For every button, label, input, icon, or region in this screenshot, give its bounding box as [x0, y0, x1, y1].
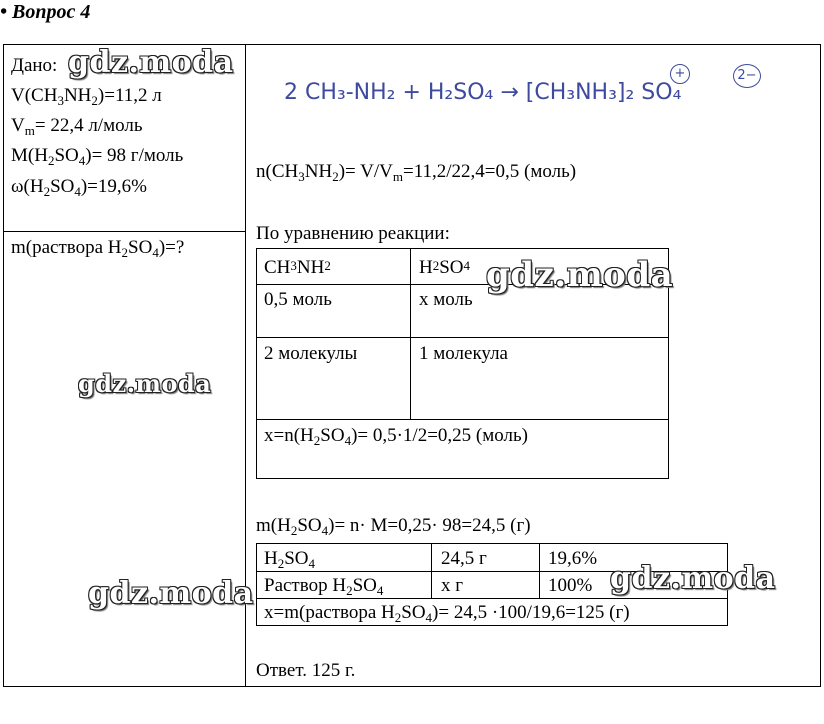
given-find-divider: [3, 231, 246, 232]
proportion-cell: 100%: [548, 575, 593, 596]
watermark: gdz.moda: [78, 369, 212, 398]
proportion-cell: Раствор $H_2SO_4$: [264, 575, 384, 598]
ratio-table-row-divider: [256, 419, 669, 420]
watermark: gdz.moda: [68, 45, 234, 80]
ratio-cell: 0,5 моль: [264, 289, 332, 310]
ratio-header-acid: H2SO4: [419, 257, 471, 278]
ratio-cell: 2 молекулы: [264, 343, 358, 364]
ratio-table-row-divider: [256, 337, 669, 338]
cation-charge: +: [670, 64, 690, 84]
final-answer: Ответ. 125 г.: [256, 660, 356, 681]
table-border-bottom: [3, 686, 821, 687]
moles-calculation: $n(CH_3NH_2)= V/V_m=11,2/22,4=0,5$ (моль): [256, 161, 577, 184]
page-title: • Вопрос 4: [0, 1, 91, 23]
proportion-col-divider: [539, 543, 540, 599]
proportion-cell: 24,5 г: [441, 548, 487, 569]
watermark: gdz.moda: [88, 576, 254, 611]
proportion-cell: x г: [441, 575, 464, 596]
find-line: m(раствора $H_2SO_4)=$?: [11, 237, 185, 260]
table-border-right: [820, 44, 821, 687]
ratio-cell: 1 молекула: [419, 343, 508, 364]
ratio-result: $x=n(H_2SO_4)= 0,5\cdot 1/2=0,25$ (моль): [264, 425, 528, 448]
anion-charge: 2−: [733, 64, 761, 88]
proportion-cell: $H_2SO_4$: [264, 548, 316, 571]
proportion-result: x=m(раствора $H_2SO_4)= 24,5 \cdot 100/19,6=125$ (г): [264, 602, 630, 625]
given-molar-volume: $V_m= 22,4$ л/моль: [11, 115, 143, 138]
given-molar-mass: $M(H_2SO_4)= 98$ г/моль: [11, 145, 184, 168]
given-label: Дано:: [11, 55, 58, 76]
ratio-table-col-divider: [410, 248, 411, 420]
proportion-col-divider: [431, 543, 432, 599]
reaction-equation: 2 CH₃-NH₂ + H₂SO₄ → [CH₃NH₃]₂ SO₄: [284, 80, 682, 105]
given-volume: $V(CH_3NH_2)=11,2$ л: [11, 85, 162, 108]
proportion-cell: 19,6%: [548, 548, 598, 569]
ratio-cell: x моль: [419, 289, 473, 310]
ratio-intro: По уравнению реакции:: [256, 223, 450, 244]
ratio-header-amine: CH3NH2: [264, 257, 331, 278]
given-mass-fraction: $\omega(H_2SO_4)=19,6\%$: [11, 176, 147, 199]
table-border-left: [3, 44, 4, 687]
watermark: gdz.moda: [610, 561, 776, 596]
proportion-row-divider: [256, 598, 728, 599]
watermark: gdz.moda: [486, 255, 674, 295]
mass-calculation: $m(H_2SO_4)= n\cdot M=0,25\cdot 98=24,5$ (г): [256, 515, 531, 538]
